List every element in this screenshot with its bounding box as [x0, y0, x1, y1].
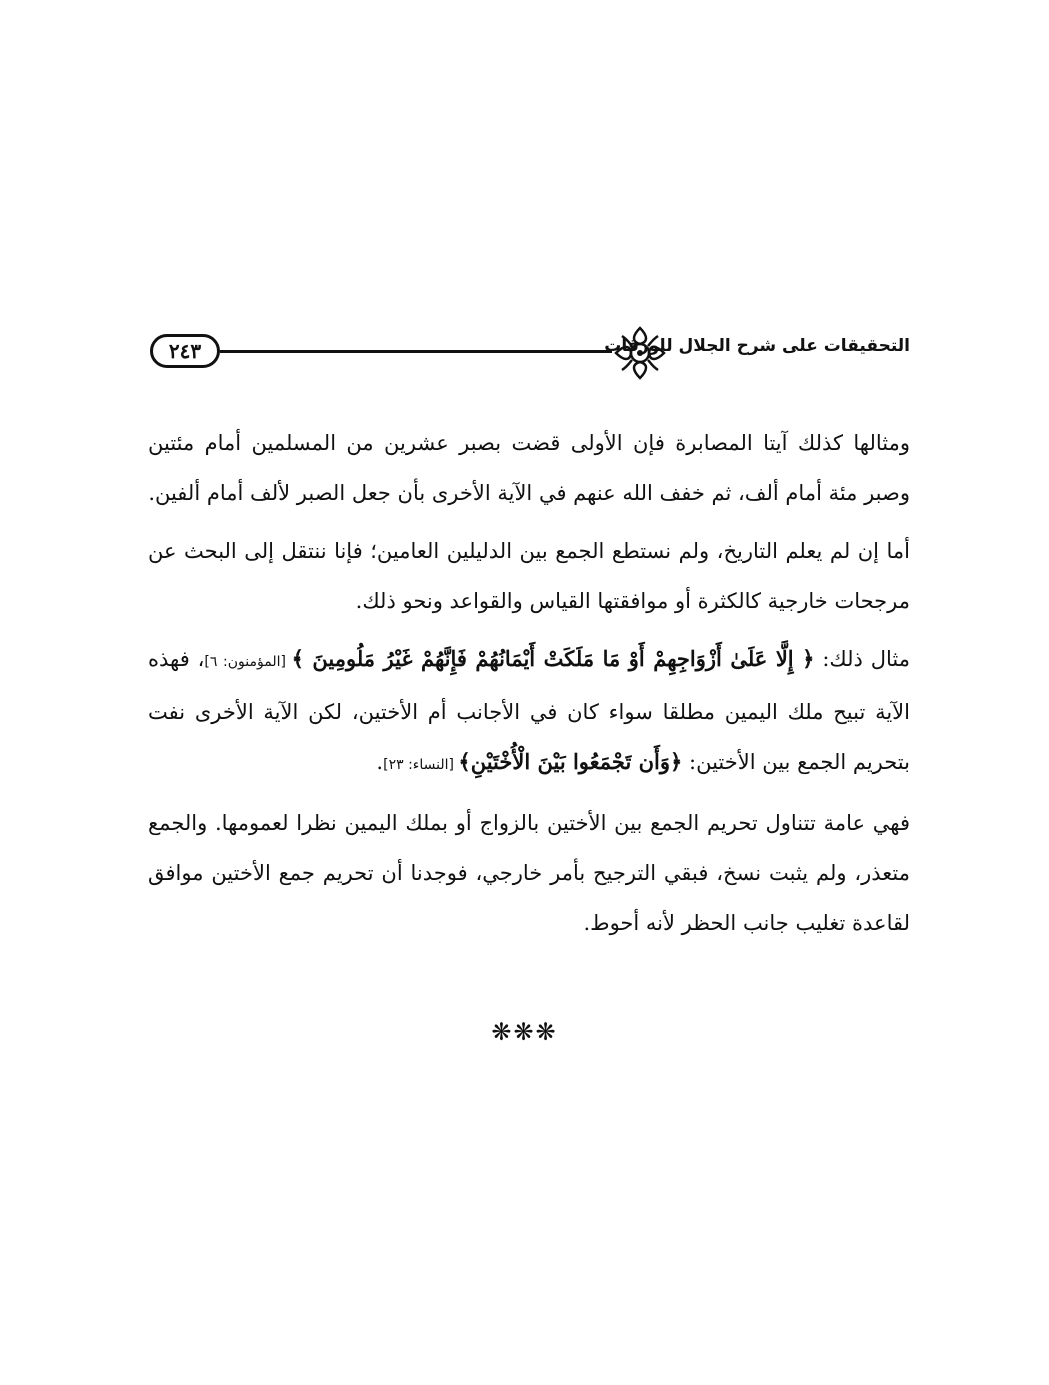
- page-header: [150, 322, 910, 384]
- header-rule: [220, 350, 612, 353]
- example-intro: مثال ذلك:: [814, 647, 910, 671]
- page-number: ٢٤٣: [150, 334, 220, 368]
- section-separator: ❋❋❋: [491, 1018, 558, 1046]
- verse-reference-2: [النساء: ٢٣]: [383, 757, 459, 773]
- quran-verse-2: ﴿وَأَن تَجْمَعُوا بَيْنَ الْأُخْتَيْنِ﴾: [458, 749, 683, 774]
- paragraph-2: أما إن لم يعلم التاريخ، ولم نستطع الجمع بين الدليلين العامين؛ فإنا ننتقل إلى البحث عن مرجحات خارجية كالكثرة أو موافقتها القياس والقواعد ونحو ذلك.: [148, 539, 910, 613]
- page-body: [148, 418, 910, 956]
- example-end: .: [376, 750, 384, 774]
- verse-reference-1: [المؤمنون: ٦]: [204, 654, 292, 670]
- paragraph-3: [148, 634, 910, 790]
- example-explanation: ، فهذه الآية تبيح ملك اليمين مطلقا سواء كان في الأجانب أم الأختين، لكن الآية الأخرى نفت بتحريم الجمع بين الأختين:: [148, 647, 910, 774]
- paragraph-4: فهي عامة تتناول تحريم الجمع بين الأختين بالزواج أو بملك اليمين نظرا لعمومها. والجمع متعذر، ولم يثبت نسخ، فبقي الترجيح بأمر خارجي، فوجدنا أن تحريم جمع الأختين موافق لقاعدة تغليب جانب الحظر لأنه أحوط.: [148, 811, 910, 935]
- paragraph-1: ومثالها كذلك آيتا المصابرة فإن الأولى قضت بصبر عشرين من المسلمين أمام مئتين وصبر مئة أمام ألف، ثم خفف الله عنهم في الآية الأخرى بأن جعل الصبر لألف أمام ألفين.: [148, 431, 910, 505]
- book-title: التحقيقات على شرح الجلال للورقات: [604, 336, 910, 356]
- quran-verse-1: ﴿ إِلَّا عَلَىٰ أَزْوَاجِهِمْ أَوْ مَا مَلَكَتْ أَيْمَانُهُمْ فَإِنَّهُمْ غَيْرُ مَلُومِينَ ﴾: [291, 646, 815, 671]
